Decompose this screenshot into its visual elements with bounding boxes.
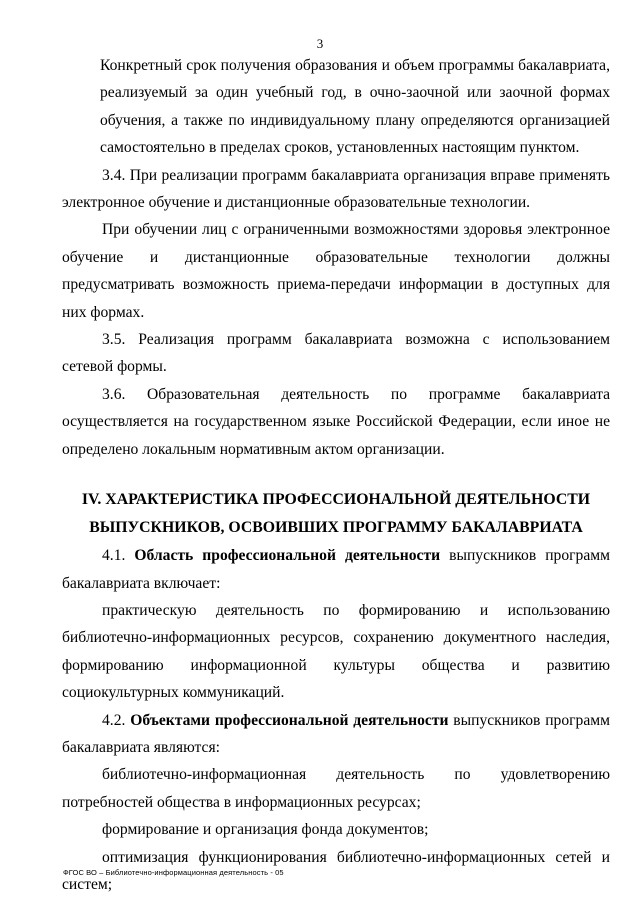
page-footer: ФГОС ВО – Библиотечно-информационная деятельность - 05 — [63, 868, 284, 877]
list-item-network-optimization: оптимизация функционирования библиотечно-информационных сетей и систем; — [62, 848, 610, 893]
list-item-library-activity: библиотечно-информационная деятельность по удовлетворению потребностей общества в информационных ресурсах; — [62, 766, 610, 811]
paragraph-3-5: 3.5. Реализация программ бакалавриата возможна с использованием сетевой формы. — [62, 331, 610, 376]
paragraph-4-1-number: 4.1. — [102, 547, 135, 565]
page-number: 3 — [316, 36, 324, 51]
document-body — [62, 52, 610, 898]
paragraph-4-1-term: Область профессиональной деятельности — [134, 547, 441, 565]
list-item-practical-activity: практическую деятельность по формированию и использованию библиотечно-информационных ресурсов, сохранению документного наследия, формированию информационной культуры общества и развитию социокультурных коммуникаций. — [62, 601, 610, 702]
paragraph-3-6: 3.6. Образовательная деятельность по программе бакалавриата осуществляется на государственном языке Российской Федерации, если иное не определено локальным нормативным актом организации. — [62, 385, 610, 458]
section-heading-line-1: IV. ХАРАКТЕРИСТИКА ПРОФЕССИОНАЛЬНОЙ ДЕЯТЕЛЬНОСТИ — [81, 491, 591, 509]
paragraph-4-2-number: 4.2. — [102, 711, 131, 729]
paragraph-4-2-term: Объектами профессиональной деятельности — [130, 711, 449, 729]
section-heading — [62, 486, 610, 542]
paragraph-4-1 — [62, 542, 610, 597]
paragraph-study-duration: Конкретный срок получения образования и объем программы бакалавриата, реализуемый за один учебный год, в очно-заочной или заочной формах обучения, а также по индивидуальному плану определяются организацией самостоятельно в пределах сроков, установленных настоящим пунктом. — [100, 57, 610, 157]
section-heading-line-2: ВЫПУСКНИКОВ, ОСВОИВШИХ ПРОГРАММУ БАКАЛАВРИАТА — [89, 519, 583, 537]
paragraph-disabilities: При обучении лиц с ограниченными возможностями здоровья электронное обучение и дистанционные образовательные технологии должны предусматривать возможность приема-передачи информации в доступных для них формах. — [62, 221, 610, 321]
paragraph-4-2 — [62, 707, 610, 762]
paragraph-3-4: 3.4. При реализации программ бакалавриата организация вправе применять электронное обучение и дистанционные образовательные технологии. — [62, 166, 610, 212]
paragraph-4-2-text: выпускников программ бакалавриата являются: — [62, 711, 610, 756]
list-item-fund-formation: формирование и организация фонда документов; — [102, 821, 429, 839]
paragraph-4-1-text: выпускников программ бакалавриата включает: — [62, 547, 610, 592]
